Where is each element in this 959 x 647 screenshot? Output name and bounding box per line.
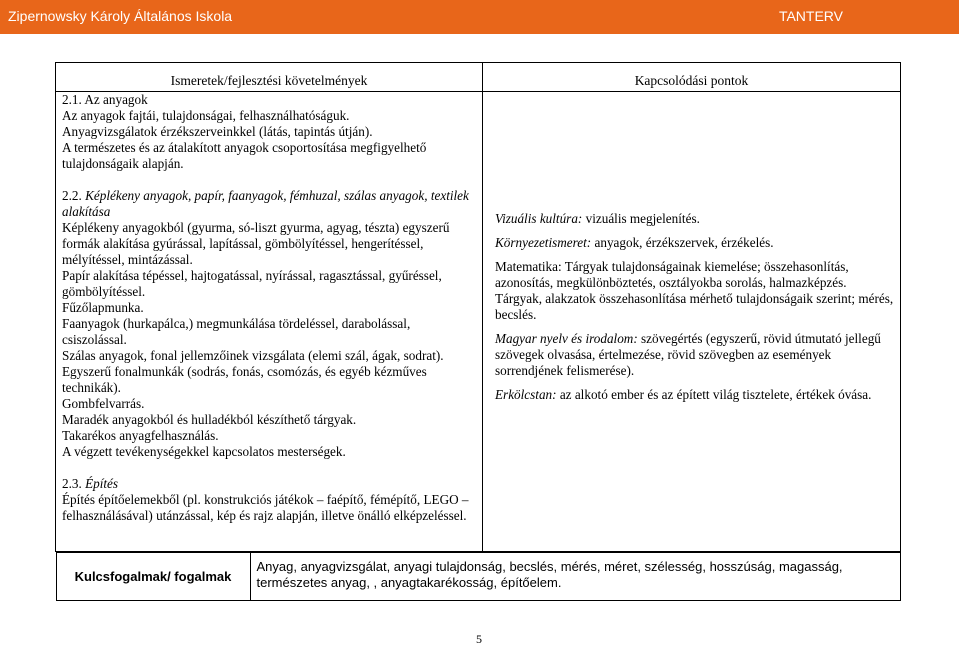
- connection-mathematics: Matematika: Tárgyak tulajdonságainak kiemelése; összehasonlítás, azonosítás, megkülönböztetés, osztályokba sorolás, halmazképzés. Tárgyak, alakzatok összehasonlítása mérhető tulajdonságaik szerint; mérés, becslés.: [495, 259, 894, 322]
- connection-ethics: Erkölcstan: az alkotó ember és az épített világ tisztelete, értékek óvása.: [495, 387, 872, 402]
- col-header-requirements: Ismeretek/fejlesztési követelmények: [56, 63, 483, 92]
- section-2-3-number: 2.3.: [62, 476, 86, 491]
- section-2-1-line: Anyagvizsgálatok érzékszerveinkkel (látás, tapintás útján).: [62, 124, 373, 139]
- connection-visual-culture: Vizuális kultúra: vizuális megjelenítés.: [495, 211, 700, 226]
- section-2-2-title: Képlékeny anyagok, papír, faanyagok, fémhuzal, szálas anyagok, textilek alakítása: [62, 188, 469, 219]
- connections-cell: [483, 92, 901, 552]
- section-2-3-title: Építés: [85, 476, 119, 491]
- section-2-3-text: Építés építőelemekből (pl. konstrukciós játékok – faépítő, fémépítő, LEGO – felhasználásával) utánzással, kép és rajz alapján, illetve önálló elképzeléssel.: [62, 492, 469, 523]
- keywords-text: Anyag, anyagvizsgálat, anyagi tulajdonság, becslés, mérés, méret, szélesség, hosszúság, magasság, természetes anyag, , anyagtakarékosság, építőelem.: [250, 553, 900, 601]
- section-2-2-line: Faanyagok (hurkapálca,) megmunkálása tördeléssel, darabolással, csiszolással.: [62, 316, 411, 347]
- section-2-2-line: A végzett tevékenységekkel kapcsolatos mesterségek.: [62, 444, 346, 459]
- section-2-2-line: Papír alakítása tépéssel, hajtogatással, nyírással, ragasztással, gyűréssel, gömbölyítéssel.: [62, 268, 442, 299]
- section-2-1-line: A természetes és az átalakított anyagok csoportosítása megfigyelhető tulajdonságaik alapján.: [62, 140, 427, 171]
- section-2-2-heading: [62, 188, 476, 220]
- section-2-2-number: 2.2.: [62, 188, 86, 203]
- section-2-2-line: Takarékos anyagfelhasználás.: [62, 428, 219, 443]
- keywords-label: Kulcsfogalmak/ fogalmak: [56, 553, 250, 601]
- section-2-2-line: Szálas anyagok, fonal jellemzőinek vizsgálata (elemi szál, ágak, sodrat).: [62, 348, 444, 363]
- page-header: [0, 0, 959, 34]
- content-row: [56, 92, 901, 552]
- keywords-row: [56, 552, 901, 601]
- curriculum-table: [55, 62, 901, 601]
- section-2-1-line: Az anyagok fajtái, tulajdonságai, felhasználhatóságuk.: [62, 108, 350, 123]
- section-2-2-line: Egyszerű fonalmunkák (sodrás, fonás, csomózás, és egyéb kézműves technikák).: [62, 364, 427, 395]
- page-number: 5: [476, 632, 482, 646]
- section-2-2-line: Képlékeny anyagokból (gyurma, só-liszt gyurma, agyag, tészta) egyszerű formák alakítása gyúrással, lapítással, gömbölyítéssel, hengerítéssel, mélyítéssel, mintázással.: [62, 220, 450, 267]
- document-type: TANTERV: [778, 8, 843, 24]
- section-2-2-line: Fűzőlapmunka.: [62, 300, 144, 315]
- requirements-cell: [56, 92, 483, 552]
- connection-environment: Környezetismeret: anyagok, érzékszervek, érzékelés.: [495, 235, 774, 250]
- section-2-2-line: Gombfelvarrás.: [62, 396, 145, 411]
- section-2-1-title: 2.1. Az anyagok: [62, 92, 148, 107]
- section-2-3-heading: [62, 476, 476, 492]
- connection-hungarian-literature: Magyar nyelv és irodalom: szövegértés (egyszerű, rövid útmutató jellegű szövegek olvasása, értelmezése, rövid szövegben az események sorrendjének felismerése).: [495, 331, 881, 378]
- section-2-2-line: Maradék anyagokból és hulladékból készíthető tárgyak.: [62, 412, 357, 427]
- table-header-row: [56, 63, 901, 92]
- school-name: Zipernowsky Károly Általános Iskola: [8, 8, 233, 24]
- col-header-connections: Kapcsolódási pontok: [483, 63, 901, 92]
